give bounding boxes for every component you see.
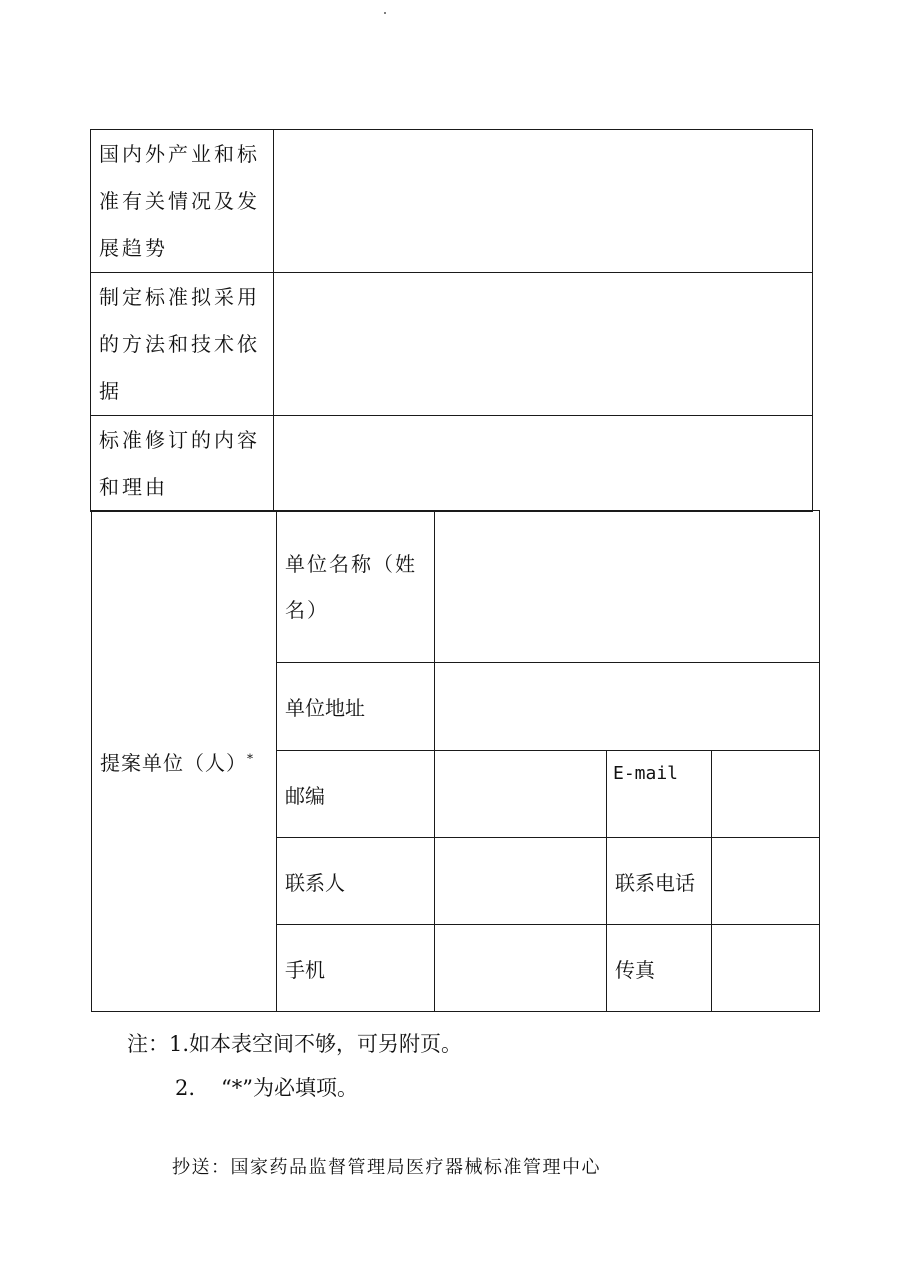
industry-trends-field[interactable]: [274, 130, 813, 273]
methods-basis-label: 制定标准拟采用的方法和技术依据: [91, 273, 274, 416]
industry-trends-label: 国内外产业和标准有关情况及发展趋势: [91, 130, 274, 273]
email-field[interactable]: [712, 751, 820, 838]
form-row-industry-trends: [91, 130, 813, 273]
unit-address-field[interactable]: [435, 663, 820, 751]
postcode-field[interactable]: [435, 751, 607, 838]
form-table-top: [90, 129, 813, 512]
notes-prefix: 注：: [127, 1032, 169, 1056]
unit-name-field[interactable]: [435, 511, 820, 663]
mobile-field[interactable]: [435, 925, 607, 1012]
mobile-label: 手机: [277, 925, 435, 1012]
contact-field[interactable]: [435, 838, 607, 925]
postcode-label: 邮编: [277, 751, 435, 838]
proposer-row-unit-name: [92, 511, 820, 663]
proposer-label-cell: [92, 511, 277, 1012]
methods-basis-field[interactable]: [274, 273, 813, 416]
note-line-1: [127, 1022, 462, 1066]
note-item-2-number: 2.: [175, 1076, 196, 1100]
required-mark: *: [247, 750, 254, 765]
fax-field[interactable]: [712, 925, 820, 1012]
phone-field[interactable]: [712, 838, 820, 925]
proposer-label: 提案单位（人）: [100, 750, 247, 775]
unit-name-label: 单位名称（姓名）: [277, 511, 435, 663]
fax-label: 传真: [607, 925, 712, 1012]
email-label: E-mail: [607, 751, 712, 838]
cc-line: 抄送：国家药品监督管理局医疗器械标准管理中心: [172, 1157, 601, 1178]
revision-content-field[interactable]: [274, 416, 813, 512]
note-item-2: “*”为必填项。: [221, 1076, 359, 1100]
scan-speck: [384, 12, 386, 14]
unit-address-label: 单位地址: [277, 663, 435, 751]
note-item-1: 1.如本表空间不够，可另附页。: [169, 1032, 463, 1056]
phone-label: 联系电话: [607, 838, 712, 925]
form-row-revision-content: [91, 416, 813, 512]
contact-label: 联系人: [277, 838, 435, 925]
revision-content-label: 标准修订的内容和理由: [91, 416, 274, 512]
form-row-methods-basis: [91, 273, 813, 416]
notes-section: [127, 1022, 462, 1110]
form-table-proposer: [91, 510, 820, 1012]
note-line-2: [127, 1066, 462, 1110]
